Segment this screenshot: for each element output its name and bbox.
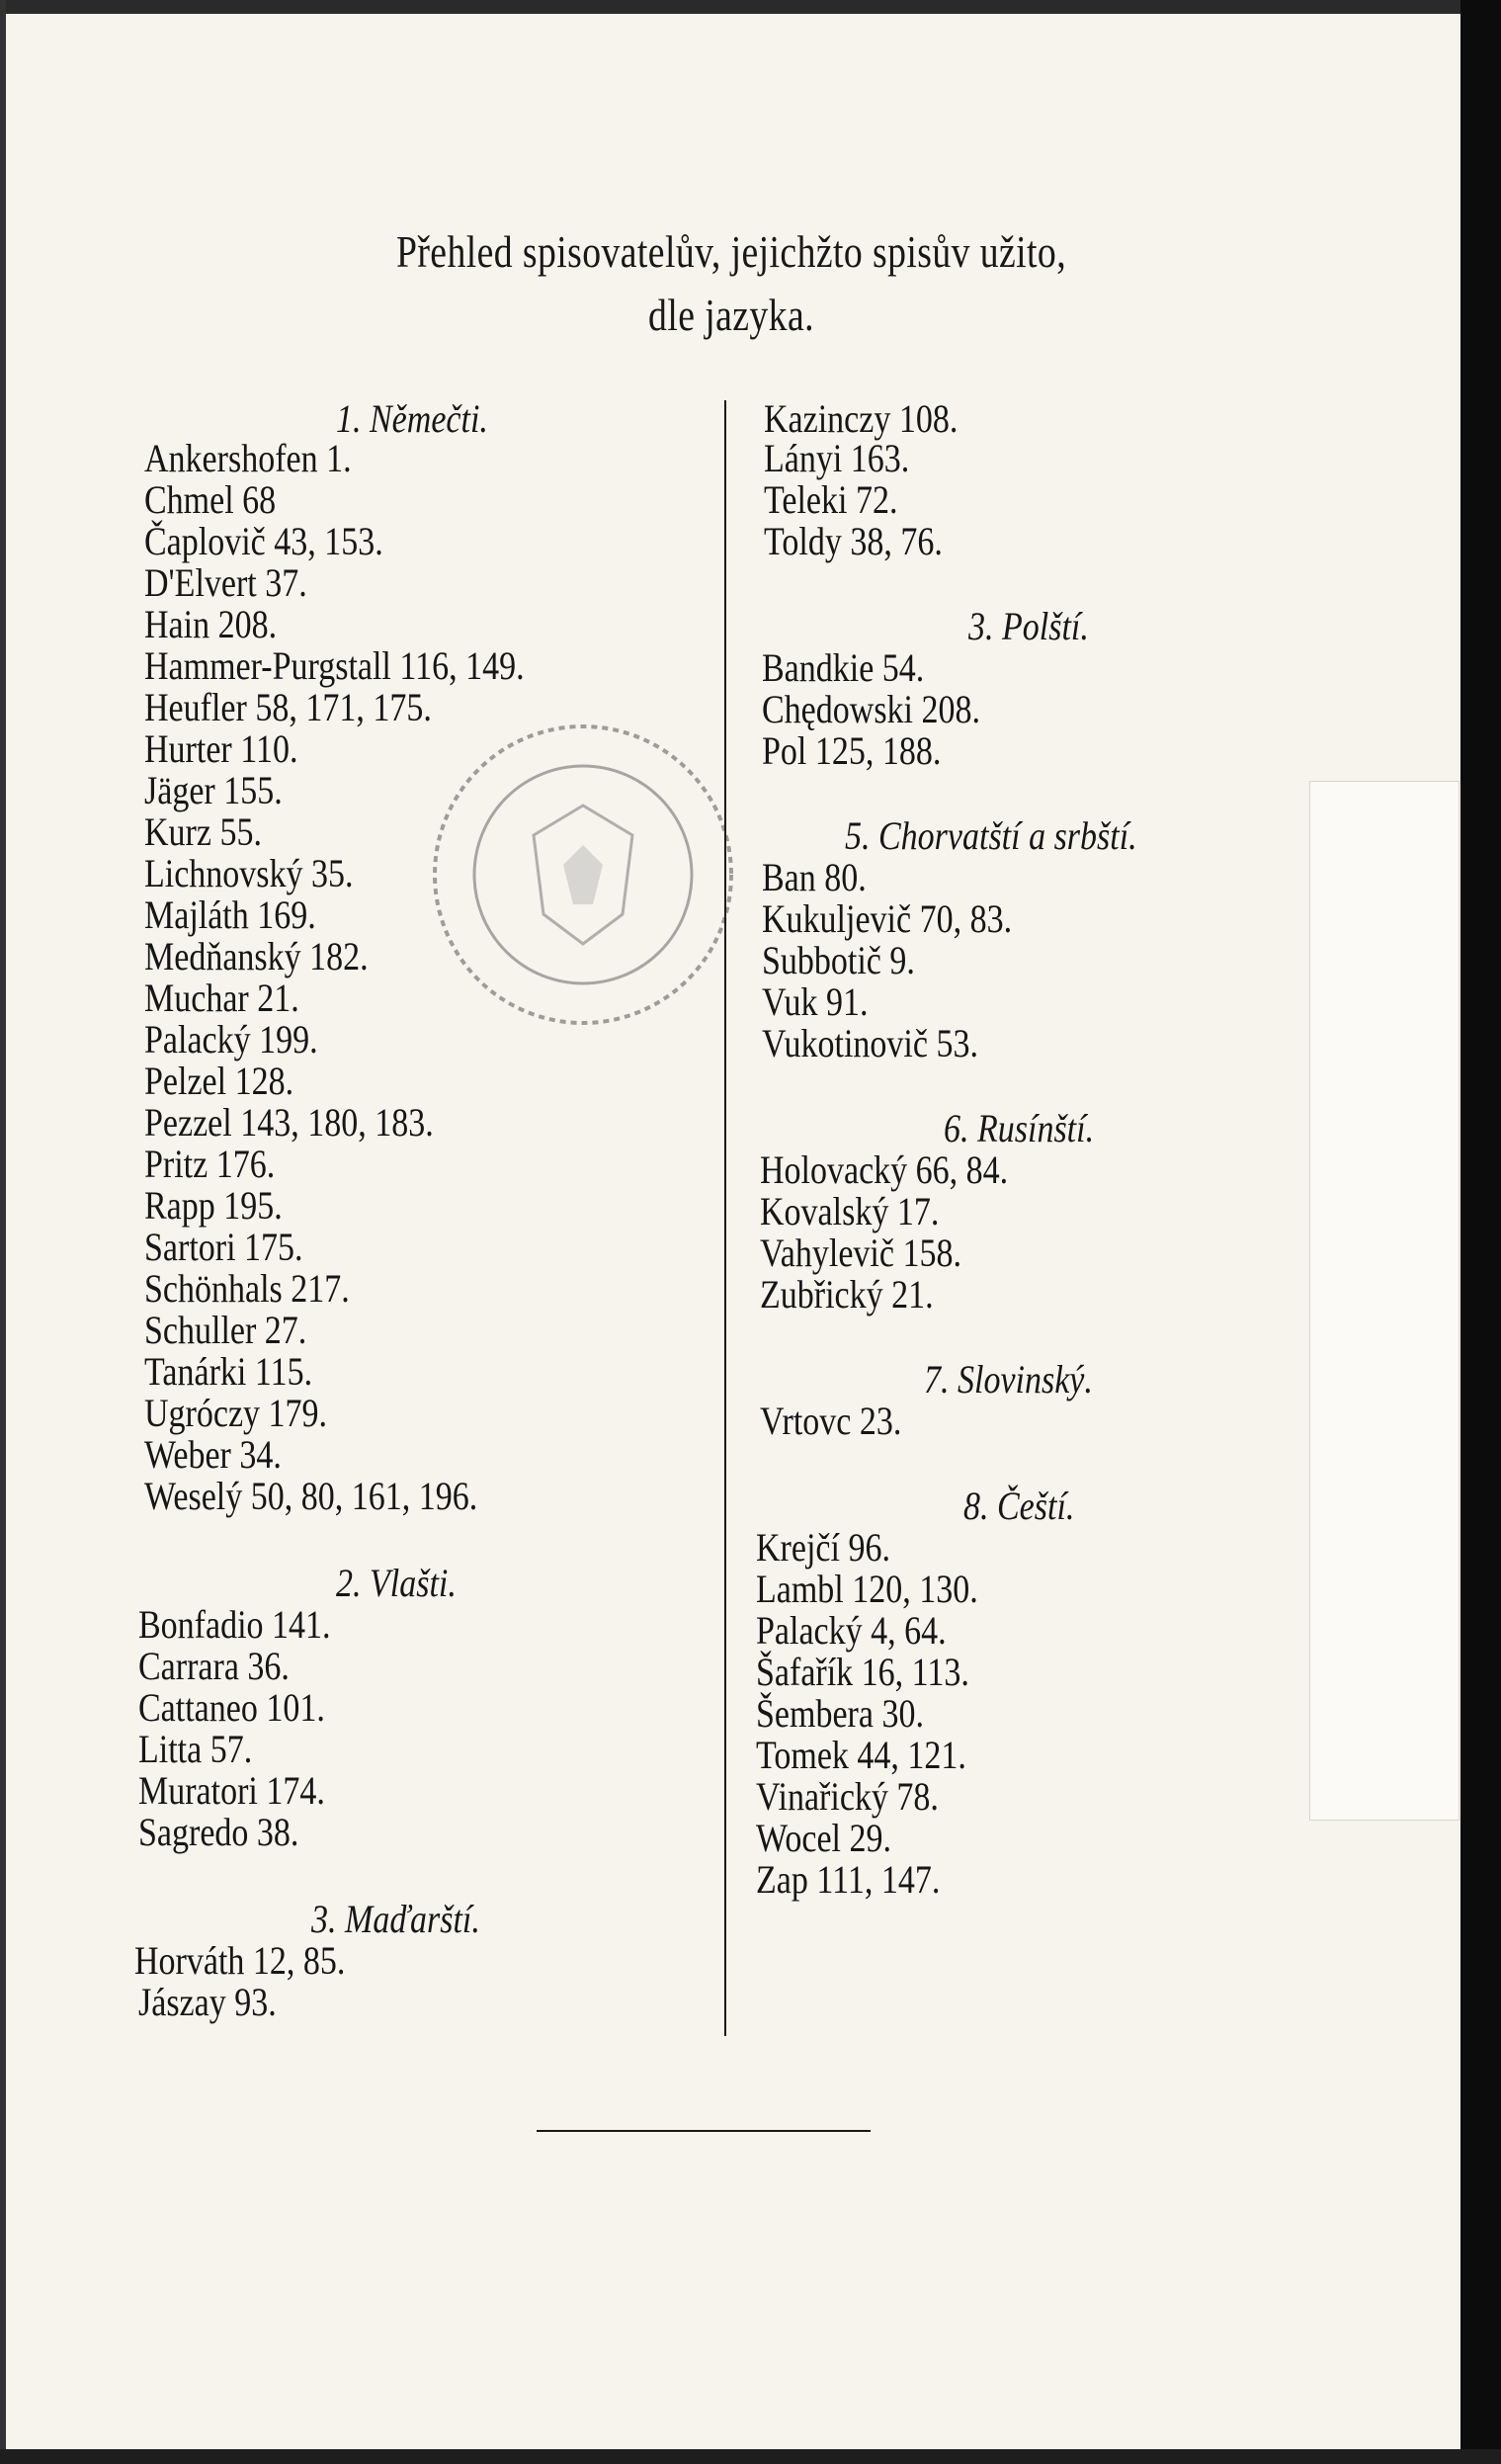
author-entry: Sartori 175. <box>144 1225 303 1269</box>
author-entry: Pezzel 143, 180, 183. <box>144 1100 434 1145</box>
author-entry: Pritz 176. <box>144 1142 276 1186</box>
author-entry: Kovalský 17. <box>760 1189 940 1233</box>
author-entry: Cattaneo 101. <box>138 1685 325 1730</box>
section-heading: 3. Maďarští. <box>311 1897 480 1941</box>
author-entry: Bonfadio 141. <box>138 1602 331 1647</box>
author-entry: Lambl 120, 130. <box>756 1567 978 1611</box>
author-entry: Toldy 38, 76. <box>764 519 943 563</box>
author-entry: Kurz 55. <box>144 809 262 854</box>
author-entry: Weselý 50, 80, 161, 196. <box>144 1474 478 1518</box>
author-entry: Muratori 174. <box>138 1768 325 1813</box>
author-entry: Palacký 4, 64. <box>756 1608 947 1653</box>
author-entry: Lányi 163. <box>764 436 910 480</box>
author-entry: Pol 125, 188. <box>762 728 942 773</box>
author-entry: Hurter 110. <box>144 726 298 771</box>
author-entry: Sagredo 38. <box>138 1810 299 1854</box>
section-heading: 5. Chorvatští a srbští. <box>845 813 1137 858</box>
author-entry: Ankershofen 1. <box>144 436 352 480</box>
author-entry: Weber 34. <box>144 1432 282 1477</box>
page-edge-bottom <box>0 2449 1501 2464</box>
author-entry: Pelzel 128. <box>144 1059 294 1103</box>
author-entry: Bandkie 54. <box>762 645 925 690</box>
author-entry: Čaplovič 43, 153. <box>144 519 383 563</box>
author-entry: Schuller 27. <box>144 1308 307 1352</box>
author-entry: Muchar 21. <box>144 976 299 1020</box>
author-entry: Jászay 93. <box>138 1980 277 2024</box>
author-entry: Tomek 44, 121. <box>756 1733 966 1777</box>
author-entry: Hain 208. <box>144 602 278 646</box>
author-entry: Subbotič 9. <box>762 938 915 982</box>
author-entry: Lichnovský 35. <box>144 851 354 895</box>
author-entry: Wocel 29. <box>756 1816 891 1860</box>
library-stamp <box>425 717 741 1033</box>
author-entry: Schönhals 217. <box>144 1266 350 1311</box>
paper-strip <box>1309 781 1459 1821</box>
author-entry: Zubřický 21. <box>760 1272 934 1317</box>
author-entry: Krejčí 96. <box>756 1525 890 1570</box>
author-entry: Rapp 195. <box>144 1183 283 1228</box>
page-edge-top <box>0 0 1472 14</box>
author-entry: Holovacký 66, 84. <box>760 1147 1009 1192</box>
page-edge-right <box>1460 0 1501 2464</box>
page-title-line-2: dle jazyka. <box>648 290 814 340</box>
author-entry: Majláth 169. <box>144 892 316 937</box>
author-entry: Zap 111, 147. <box>756 1857 941 1902</box>
author-entry: Litta 57. <box>138 1727 253 1771</box>
author-entry: Vahylevič 158. <box>760 1231 961 1275</box>
closing-rule <box>537 2130 871 2132</box>
author-entry: Carrara 36. <box>138 1644 290 1688</box>
author-entry: Chmel 68 <box>144 477 277 522</box>
author-entry: Medňanský 182. <box>144 934 369 978</box>
page-title-line-1: Přehled spisovatelův, jejichžto spisův užito, <box>395 226 1067 277</box>
author-entry: Kazinczy 108. <box>764 396 959 441</box>
section-heading: 3. Polští. <box>968 604 1089 648</box>
author-entry: Vukotinovič 53. <box>762 1021 978 1065</box>
section-heading: 7. Slovinský. <box>924 1357 1093 1402</box>
author-entry: Ban 80. <box>762 855 867 899</box>
author-entry: Palacký 199. <box>144 1017 318 1062</box>
author-entry: Tanárki 115. <box>144 1349 313 1394</box>
author-entry: Šafařík 16, 113. <box>756 1650 969 1694</box>
author-entry: Vuk 91. <box>762 979 869 1024</box>
author-entry: D'Elvert 37. <box>144 560 307 605</box>
author-entry: Horváth 12, 85. <box>134 1938 346 1983</box>
author-entry: Ugróczy 179. <box>144 1391 328 1435</box>
author-entry: Kukuljevič 70, 83. <box>762 896 1013 941</box>
column-divider <box>724 400 726 2036</box>
page-edge-left <box>0 0 6 2464</box>
author-entry: Vrtovc 23. <box>760 1399 902 1443</box>
section-heading: 6. Rusínští. <box>944 1106 1095 1150</box>
author-entry: Heufler 58, 171, 175. <box>144 685 432 729</box>
author-entry: Vinařický 78. <box>756 1774 939 1819</box>
author-entry: Hammer-Purgstall 116, 149. <box>144 643 525 688</box>
author-entry: Jäger 155. <box>144 768 283 812</box>
section-heading: 1. Němečti. <box>336 396 488 441</box>
section-heading: 2. Vlašti. <box>336 1561 457 1605</box>
section-heading: 8. Čeští. <box>963 1484 1075 1528</box>
author-entry: Teleki 72. <box>764 477 898 522</box>
author-entry: Šembera 30. <box>756 1691 924 1736</box>
author-entry: Chędowski 208. <box>762 687 980 731</box>
